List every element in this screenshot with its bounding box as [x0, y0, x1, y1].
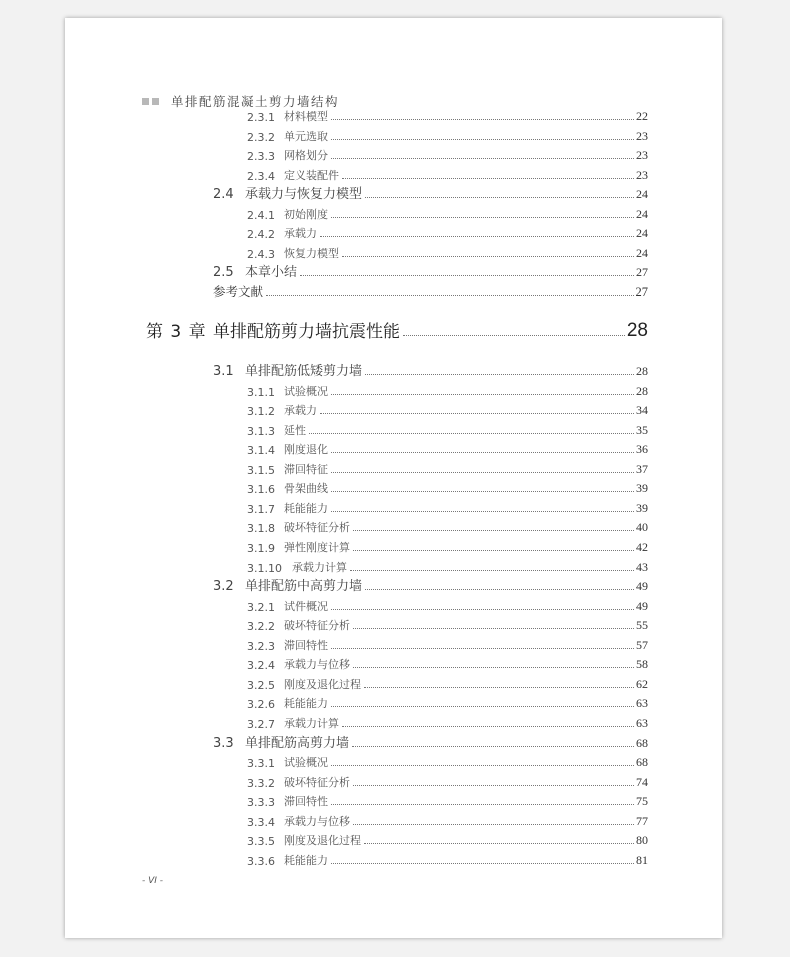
dot-leader [365, 374, 634, 375]
toc-entry[interactable] [247, 811, 648, 829]
toc-entry[interactable] [247, 400, 648, 418]
toc-entry-title: 耗能能力 [284, 697, 328, 711]
dot-leader [331, 158, 634, 159]
toc-entry-number: 3.1.1 [247, 385, 275, 399]
toc-entry[interactable] [213, 262, 648, 280]
toc-entry-number: 3.1.6 [247, 483, 275, 497]
toc-entry-page: 24 [636, 226, 648, 241]
toc-entry[interactable] [213, 184, 648, 202]
toc-entry-title: 试验概况 [284, 384, 328, 398]
toc-entry-page: 40 [636, 520, 648, 535]
dot-leader [331, 394, 634, 395]
toc-entry-title: 承载力与位移 [284, 814, 350, 828]
dot-leader [331, 609, 634, 610]
toc-entry-title: 材料模型 [284, 110, 328, 123]
toc-entry[interactable] [247, 674, 648, 692]
toc-entry-page: 63 [636, 696, 648, 711]
toc-entry-title: 刚度退化 [284, 443, 328, 457]
toc-entry-page: 62 [636, 676, 648, 691]
toc-entry[interactable] [247, 537, 648, 555]
toc-entry-number: 第 3 章 [146, 321, 207, 342]
toc-entry-number: 2.5 [213, 265, 234, 281]
dot-leader [365, 589, 634, 590]
toc-entry-page: 24 [636, 206, 648, 221]
toc-entry-title: 刚度及退化过程 [284, 834, 361, 848]
toc-entry-number: 2.4.2 [247, 228, 275, 242]
toc-entry-number: 3.3.5 [247, 835, 275, 849]
toc-entry-page: 75 [636, 794, 648, 809]
toc-entry-page: 39 [636, 481, 648, 496]
toc-entry[interactable] [247, 498, 648, 516]
dot-leader [350, 570, 634, 571]
toc-entry-page: 35 [636, 422, 648, 437]
toc-entry[interactable] [213, 282, 648, 300]
header-square-icon [142, 98, 149, 105]
dot-leader [331, 217, 634, 218]
toc-entry[interactable] [247, 850, 648, 868]
toc-entry-number: 3.1.9 [247, 542, 275, 555]
toc-entry-page: 49 [636, 598, 648, 613]
toc-entry-title: 延性 [284, 423, 306, 437]
toc-entry-page: 36 [636, 442, 648, 457]
toc-entry-page: 80 [636, 833, 648, 848]
toc-entry-number: 3.3.4 [247, 815, 275, 829]
dot-leader [309, 433, 634, 434]
toc-entry[interactable] [247, 381, 648, 399]
dot-leader [365, 197, 634, 198]
toc-entry-page: 43 [636, 559, 648, 574]
toc-chapter-entry[interactable] [146, 318, 648, 342]
toc-entry-page: 23 [636, 148, 648, 163]
toc-entry-page: 77 [636, 813, 648, 828]
dot-leader [342, 178, 634, 179]
toc-entry-page: 27 [636, 265, 648, 280]
toc-entry-number: 3.1.5 [247, 463, 275, 477]
toc-entry-page: 68 [636, 735, 648, 750]
toc-entry-page: 23 [636, 128, 648, 143]
toc-entry[interactable] [247, 830, 648, 848]
toc-entry-number: 3.1.4 [247, 444, 275, 458]
dot-leader [331, 765, 634, 766]
dot-leader [331, 119, 634, 120]
toc-entry[interactable] [213, 576, 648, 594]
toc-entry-title: 滞回特性 [284, 795, 328, 809]
dot-leader [331, 491, 634, 492]
toc-entry-page: 42 [636, 540, 648, 554]
toc-entry-number: 3.1.3 [247, 424, 275, 438]
toc-entry-page: 24 [636, 187, 648, 202]
dot-leader [342, 726, 634, 727]
dot-leader [331, 452, 634, 453]
toc-entry-page: 55 [636, 618, 648, 633]
toc-entry-title: 滞回特性 [284, 638, 328, 652]
dot-leader [331, 863, 634, 864]
dot-leader [353, 785, 634, 786]
toc-entry-title: 承载力计算 [284, 716, 339, 730]
toc-entry-title: 参考文献 [213, 283, 264, 299]
toc-entry[interactable] [247, 752, 648, 770]
toc-entry-title: 骨架曲线 [284, 482, 328, 496]
toc-entry[interactable] [247, 204, 648, 222]
toc-entry-page: 39 [636, 500, 648, 515]
dot-leader [300, 275, 634, 276]
toc-entry-number: 3.1.7 [247, 502, 275, 516]
toc-entry-title: 本章小结 [245, 265, 298, 281]
dot-leader [331, 472, 634, 473]
toc-entry[interactable] [213, 361, 648, 379]
toc-entry-title: 弹性刚度计算 [284, 541, 350, 554]
toc-entry-number: 3.3 [213, 735, 234, 751]
toc-entry[interactable] [247, 165, 648, 183]
toc-entry[interactable] [247, 459, 648, 477]
toc-entry[interactable] [247, 106, 648, 124]
toc-entry-page: 24 [636, 245, 648, 260]
toc-entry-number: 3.2.6 [247, 698, 275, 712]
toc-entry-page: 57 [636, 637, 648, 652]
toc-entry-title: 破坏特征分析 [284, 619, 350, 633]
toc-entry-page: 58 [636, 657, 648, 672]
book-title: 单排配筋混凝土剪力墙结构 [171, 94, 340, 109]
toc-entry[interactable] [247, 713, 648, 731]
toc-entry-title: 单排配筋高剪力墙 [245, 735, 350, 751]
toc-entry[interactable] [247, 145, 648, 163]
toc-entry[interactable] [247, 654, 648, 672]
toc-entry[interactable] [213, 733, 648, 751]
toc-entry-page: 74 [636, 774, 648, 789]
dot-leader [331, 511, 634, 512]
toc-entry-title: 单排配筋中高剪力墙 [245, 579, 363, 595]
toc-entry-number: 3.3.6 [247, 854, 275, 868]
toc-entry-title: 网格划分 [284, 149, 328, 163]
toc-entry-number: 2.4 [213, 187, 234, 203]
dot-leader [331, 706, 634, 707]
toc-entry-title: 承载力 [284, 227, 317, 241]
dot-leader [364, 843, 634, 844]
toc-entry[interactable] [247, 772, 648, 790]
toc-entry-number: 2.3.4 [247, 169, 275, 183]
toc-entry-number: 3.2.4 [247, 659, 275, 673]
toc-entry-title: 刚度及退化过程 [284, 677, 361, 691]
toc-entry-number: 2.3.2 [247, 130, 275, 144]
page-number: - VI - [142, 876, 164, 886]
toc-entry-number: 2.4.3 [247, 247, 275, 261]
toc-entry[interactable] [247, 223, 648, 241]
toc-entry[interactable] [247, 439, 648, 457]
toc-entry-number: 2.3.3 [247, 150, 275, 164]
toc-entry-number: 3.3.1 [247, 757, 275, 771]
toc-entry[interactable] [247, 126, 648, 144]
toc-entry-title: 承载力与位移 [284, 658, 350, 672]
dot-leader [342, 256, 634, 257]
toc-entry-number: 3.1.10 [247, 561, 282, 575]
toc-entry[interactable] [247, 478, 648, 496]
dot-leader [331, 648, 634, 649]
toc-entry-number: 3.3.3 [247, 796, 275, 810]
toc-entry-title: 单排配筋低矮剪力墙 [245, 364, 363, 380]
dot-leader [352, 746, 634, 747]
dot-leader [403, 335, 625, 336]
toc-entry-title: 耗能能力 [284, 853, 328, 867]
toc-entry-title: 单元选取 [284, 129, 328, 143]
toc-entry-title: 破坏特征分析 [284, 775, 350, 789]
toc-entry-page: 22 [636, 109, 648, 123]
toc-entry-number: 3.1.2 [247, 405, 275, 419]
toc-entry-title: 耗能能力 [284, 501, 328, 515]
toc-entry-number: 3.2.2 [247, 620, 275, 634]
toc-entry-number: 3.2.3 [247, 639, 275, 653]
toc-entry-page: 49 [636, 579, 648, 594]
dot-leader [266, 295, 633, 296]
toc-entry[interactable] [247, 791, 648, 809]
toc-entry[interactable] [247, 615, 648, 633]
toc-entry-title: 滞回特征 [284, 462, 328, 476]
toc-entry-number: 3.2.7 [247, 717, 275, 731]
dot-leader [353, 550, 634, 551]
toc-entry-number: 3.3.2 [247, 776, 275, 790]
toc-entry-title: 恢复力模型 [284, 246, 339, 260]
toc-entry-page: 23 [636, 167, 648, 182]
toc-entry[interactable] [247, 596, 648, 614]
dot-leader [320, 413, 634, 414]
toc-entry[interactable] [247, 635, 648, 653]
dot-leader [331, 139, 634, 140]
toc-entry-number: 2.4.1 [247, 208, 275, 222]
dot-leader [353, 530, 634, 531]
toc-entry-title: 承载力 [284, 404, 317, 418]
toc-entry-page: 34 [636, 403, 648, 418]
dot-leader [353, 628, 634, 629]
toc-entry-title: 承载力与恢复力模型 [245, 187, 363, 203]
dot-leader [353, 667, 634, 668]
dot-leader [353, 824, 634, 825]
toc-entry-number: 2.3.1 [247, 111, 275, 124]
header-square-icon [152, 98, 159, 105]
toc-entry[interactable] [247, 243, 648, 261]
toc-entry-title: 初始刚度 [284, 207, 328, 221]
toc-entry-page: 28 [636, 364, 648, 379]
toc-entry-title: 单排配筋剪力墙抗震性能 [213, 321, 400, 342]
toc-entry-number: 3.2.1 [247, 600, 275, 614]
toc-entry-title: 试验概况 [284, 756, 328, 770]
toc-entry-page: 63 [636, 715, 648, 730]
toc-entry-number: 3.1.8 [247, 522, 275, 536]
toc-entry[interactable] [247, 693, 648, 711]
toc-entry-page: 28 [626, 319, 648, 341]
dot-leader [364, 687, 634, 688]
toc-entry[interactable] [247, 557, 648, 575]
toc-entry-number: 3.1 [213, 364, 234, 380]
toc-entry-title: 试件概况 [284, 599, 328, 613]
toc-entry-page: 27 [635, 284, 648, 299]
toc-entry-page: 28 [636, 383, 648, 398]
toc-entry-page: 81 [636, 852, 648, 867]
toc-entry[interactable] [247, 517, 648, 535]
document-page [65, 18, 722, 938]
toc-entry-title: 定义装配件 [284, 168, 339, 182]
dot-leader [331, 804, 634, 805]
toc-entry-page: 37 [636, 461, 648, 476]
toc-entry-title: 承载力计算 [292, 560, 347, 574]
dot-leader [320, 236, 634, 237]
toc-entry-title: 破坏特征分析 [284, 521, 350, 535]
toc-entry[interactable] [247, 420, 648, 438]
toc-entry-number: 3.2.5 [247, 678, 275, 692]
toc-entry-number: 3.2 [213, 579, 234, 595]
toc-entry-page: 68 [636, 755, 648, 770]
